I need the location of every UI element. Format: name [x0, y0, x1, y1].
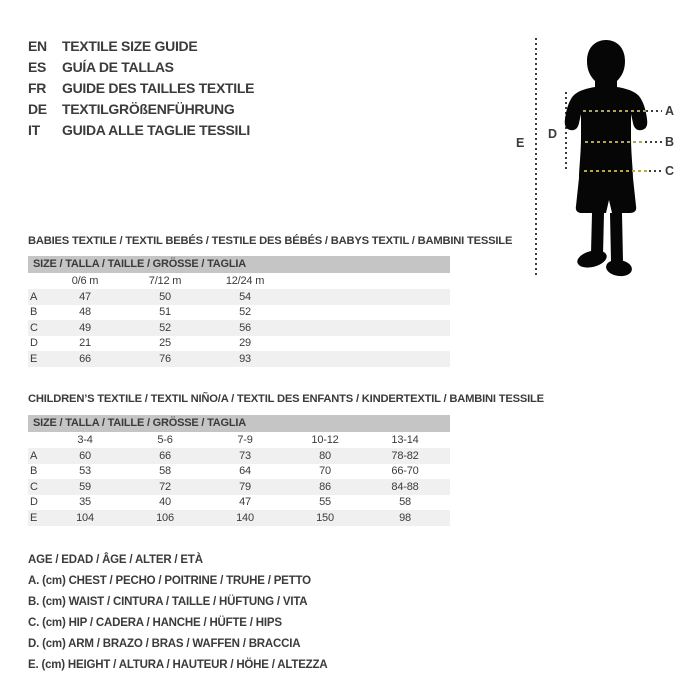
- table-cell: 47: [79, 290, 91, 303]
- row-label: C: [30, 321, 38, 334]
- hip-line-c-extension: [649, 170, 662, 172]
- column-header: 13-14: [391, 434, 419, 446]
- row-label: D: [30, 337, 38, 350]
- measure-label-a: A: [665, 104, 674, 118]
- language-item: [28, 120, 254, 141]
- column-header: 7/12 m: [148, 275, 182, 287]
- children-size-table: [28, 432, 450, 526]
- table-cell: 140: [236, 511, 254, 524]
- language-item: [28, 78, 254, 99]
- language-item: [28, 36, 254, 57]
- legend-line-height: E. (cm) HEIGHT / ALTURA / HAUTEUR / HÖHE / ALTEZZA: [28, 659, 328, 671]
- table-cell: 50: [159, 290, 171, 303]
- language-title: GUIDA ALLE TAGLIE TESSILI: [62, 122, 250, 138]
- table-cell: 25: [159, 337, 171, 350]
- row-label: A: [30, 290, 38, 303]
- table-cell: 60: [79, 449, 91, 462]
- measurement-legend: [28, 550, 327, 676]
- table-row: [28, 305, 450, 321]
- column-header: 5-6: [157, 434, 173, 446]
- table-cell: 58: [399, 496, 411, 509]
- chest-line-a-extension: [646, 110, 662, 112]
- table-row: [28, 336, 450, 352]
- table-cell: 80: [319, 449, 331, 462]
- height-line-e: [535, 38, 537, 277]
- babies-section-title: BABIES TEXTILE / TEXTIL BEBÉS / TESTILE DES BÉBÉS / BABYS TEXTIL / BAMBINI TESSILE: [28, 235, 513, 247]
- children-size-bar: SIZE / TALLA / TAILLE / GRÖSSE / TAGLIA: [28, 415, 450, 432]
- waist-line-b-extension: [645, 141, 662, 143]
- babies-size-table: [28, 273, 450, 367]
- column-header: 7-9: [237, 434, 253, 446]
- legend-line-chest: A. (cm) CHEST / PECHO / POITRINE / TRUHE / PETTO: [28, 575, 311, 587]
- table-cell: 64: [239, 465, 251, 478]
- table-cell: 59: [79, 480, 91, 493]
- table-header-row: [28, 273, 450, 289]
- measure-label-d: D: [548, 127, 557, 141]
- table-cell: 48: [79, 306, 91, 319]
- table-cell: 106: [156, 511, 174, 524]
- legend-line-waist: B. (cm) WAIST / CINTURA / TAILLE / HÜFTUNG / VITA: [28, 596, 308, 608]
- table-cell: 84-88: [391, 480, 419, 493]
- table-cell: 49: [79, 321, 91, 334]
- table-cell: 56: [239, 321, 251, 334]
- row-label: B: [30, 465, 38, 478]
- measure-label-e: E: [516, 136, 525, 150]
- legend-line-hip: C. (cm) HIP / CADERA / HANCHE / HÜFTE / HIPS: [28, 617, 282, 629]
- table-cell: 29: [239, 337, 251, 350]
- table-cell: 70: [319, 465, 331, 478]
- table-row: [28, 464, 450, 480]
- table-cell: 73: [239, 449, 251, 462]
- language-list: [28, 36, 254, 141]
- row-label: A: [30, 449, 38, 462]
- table-cell: 86: [319, 480, 331, 493]
- language-item: [28, 99, 254, 120]
- table-cell: 66-70: [391, 465, 419, 478]
- language-code: EN: [28, 38, 47, 54]
- table-cell: 55: [319, 496, 331, 509]
- language-title: TEXTILE SIZE GUIDE: [62, 38, 198, 54]
- language-item: [28, 57, 254, 78]
- row-label: B: [30, 306, 38, 319]
- table-row: [28, 479, 450, 495]
- column-header: 10-12: [311, 434, 339, 446]
- table-cell: 51: [159, 306, 171, 319]
- waist-line-b: [585, 141, 643, 143]
- table-cell: 98: [399, 511, 411, 524]
- table-cell: 79: [239, 480, 251, 493]
- table-row: [28, 320, 450, 336]
- table-cell: 93: [239, 352, 251, 365]
- babies-size-bar: SIZE / TALLA / TAILLE / GRÖSSE / TAGLIA: [28, 256, 450, 273]
- language-code: DE: [28, 101, 47, 117]
- language-title: GUIDE DES TAILLES TEXTILE: [62, 80, 255, 96]
- table-cell: 53: [79, 465, 91, 478]
- table-cell: 104: [76, 511, 94, 524]
- language-title: GUÍA DE TALLAS: [62, 59, 174, 75]
- table-cell: 66: [79, 352, 91, 365]
- table-cell: 54: [239, 290, 251, 303]
- table-cell: 21: [79, 337, 91, 350]
- table-row: [28, 510, 450, 526]
- table-cell: 66: [159, 449, 171, 462]
- table-cell: 40: [159, 496, 171, 509]
- table-cell: 72: [159, 480, 171, 493]
- children-section-title: CHILDREN’S TEXTILE / TEXTIL NIÑO/A / TEXTIL DES ENFANTS / KINDERTEXTIL / BAMBINI TESSILE: [28, 393, 544, 405]
- column-header: 3-4: [77, 434, 93, 446]
- row-label: E: [30, 511, 38, 524]
- table-cell: 35: [79, 496, 91, 509]
- row-label: D: [30, 496, 38, 509]
- language-code: IT: [28, 122, 40, 138]
- legend-line-age: AGE / EDAD / ÂGE / ALTER / ETÀ: [28, 554, 203, 566]
- column-header: 0/6 m: [71, 275, 99, 287]
- row-label: C: [30, 480, 38, 493]
- table-cell: 78-82: [391, 449, 419, 462]
- table-cell: 52: [159, 321, 171, 334]
- table-cell: 76: [159, 352, 171, 365]
- language-code: ES: [28, 59, 47, 75]
- table-row: [28, 289, 450, 305]
- language-title: TEXTILGRÖßENFÜHRUNG: [62, 101, 235, 117]
- table-header-row: [28, 432, 450, 448]
- measure-label-b: B: [665, 135, 674, 149]
- legend-line-arm: D. (cm) ARM / BRAZO / BRAS / WAFFEN / BRACCIA: [28, 638, 301, 650]
- table-cell: 47: [239, 496, 251, 509]
- measure-label-c: C: [665, 164, 674, 178]
- column-header: 12/24 m: [225, 275, 265, 287]
- hip-line-c: [584, 170, 648, 172]
- table-row: [28, 448, 450, 464]
- table-row: [28, 351, 450, 367]
- table-cell: 52: [239, 306, 251, 319]
- table-cell: 150: [316, 511, 334, 524]
- table-row: [28, 495, 450, 511]
- row-label: E: [30, 352, 38, 365]
- table-cell: 58: [159, 465, 171, 478]
- child-silhouette-icon: [556, 38, 656, 278]
- chest-line-a: [583, 110, 646, 112]
- language-code: FR: [28, 80, 47, 96]
